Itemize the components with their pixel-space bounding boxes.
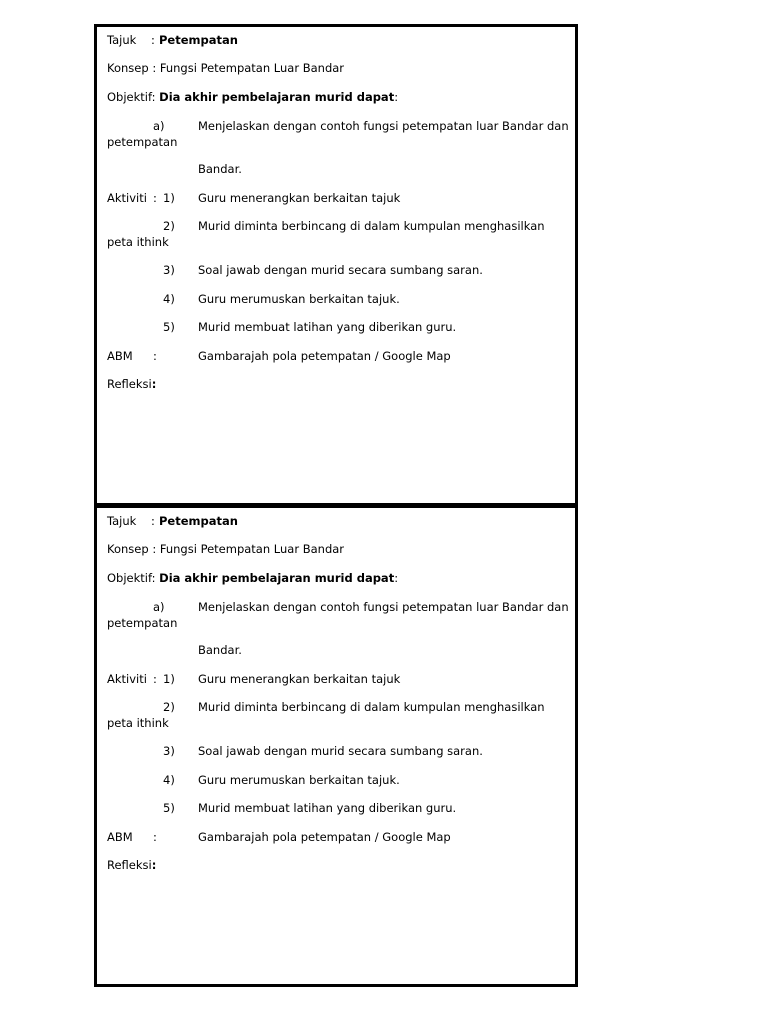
abm-label: ABM: [107, 349, 133, 363]
activity-3-marker: 3): [163, 263, 175, 277]
activity-1-text: Guru menerangkan berkaitan tajuk: [198, 672, 401, 686]
activity-1-text: Guru menerangkan berkaitan tajuk: [198, 191, 401, 205]
item-a-wrap: petempatan: [107, 135, 178, 149]
konsep-separator: :: [152, 542, 157, 556]
aktiviti-row-2: [107, 219, 567, 251]
activity-5-text: Murid membuat latihan yang diberikan guru.: [198, 801, 457, 815]
refleksi-label: Refleksi: [107, 377, 152, 391]
activity-3-marker: 3): [163, 744, 175, 758]
konsep-row: [107, 542, 344, 557]
abm-row: [107, 830, 567, 845]
item-a-marker: a): [153, 600, 165, 614]
activity-4-text: Guru merumuskan berkaitan tajuk.: [198, 773, 400, 787]
tajuk-separator: :: [151, 33, 155, 47]
activity-2-wrap: peta ithink: [107, 235, 169, 249]
tajuk-label: Tajuk: [107, 33, 137, 47]
activity-3-text: Soal jawab dengan murid secara sumbang saran.: [198, 263, 483, 277]
lesson-plan-box-1: [94, 24, 578, 506]
item-a-continuation: Bandar.: [198, 162, 242, 176]
tajuk-row: [107, 514, 238, 529]
item-a-text: Menjelaskan dengan contoh fungsi petempatan luar Bandar dan: [198, 119, 569, 133]
refleksi-row: [107, 858, 156, 873]
aktiviti-separator: :: [153, 191, 157, 205]
objektif-label: Objektif:: [107, 90, 156, 104]
activity-3-text: Soal jawab dengan murid secara sumbang saran.: [198, 744, 483, 758]
activity-5-text: Murid membuat latihan yang diberikan guru.: [198, 320, 457, 334]
konsep-value: Fungsi Petempatan Luar Bandar: [159, 542, 345, 556]
abm-separator: :: [153, 349, 157, 363]
konsep-separator: :: [152, 61, 157, 75]
activity-1-marker: 1): [163, 191, 175, 205]
aktiviti-separator: :: [153, 672, 157, 686]
objektif-row: [107, 90, 398, 105]
abm-separator: :: [153, 830, 157, 844]
tajuk-separator: :: [151, 514, 155, 528]
aktiviti-label: Aktiviti: [107, 191, 147, 205]
refleksi-colon: :: [151, 377, 157, 391]
activity-4-marker: 4): [163, 773, 175, 787]
objektif-row: [107, 571, 398, 586]
abm-value: Gambarajah pola petempatan / Google Map: [198, 830, 451, 844]
objektif-label: Objektif:: [107, 571, 156, 585]
abm-value: Gambarajah pola petempatan / Google Map: [198, 349, 451, 363]
aktiviti-label: Aktiviti: [107, 672, 147, 686]
refleksi-colon: :: [151, 858, 157, 872]
lesson-plan-box-2: [94, 505, 578, 987]
tajuk-row: [107, 33, 238, 48]
objektif-value: Dia akhir pembelajaran murid dapat: [159, 90, 395, 104]
activity-2-wrap: peta ithink: [107, 716, 169, 730]
item-a-wrap: petempatan: [107, 616, 178, 630]
objective-item-a: [107, 119, 567, 151]
aktiviti-row-1: [107, 672, 567, 687]
objektif-value: Dia akhir pembelajaran murid dapat: [159, 571, 395, 585]
activity-2-text: Murid diminta berbincang di dalam kumpulan menghasilkan: [198, 700, 545, 714]
activity-4-text: Guru merumuskan berkaitan tajuk.: [198, 292, 400, 306]
activity-1-marker: 1): [163, 672, 175, 686]
konsep-label: Konsep: [107, 61, 149, 75]
tajuk-label: Tajuk: [107, 514, 137, 528]
activity-2-text: Murid diminta berbincang di dalam kumpulan menghasilkan: [198, 219, 545, 233]
abm-row: [107, 349, 567, 364]
refleksi-row: [107, 377, 156, 392]
activity-2-marker: 2): [163, 219, 175, 233]
konsep-value: Fungsi Petempatan Luar Bandar: [159, 61, 345, 75]
tajuk-value: Petempatan: [159, 514, 238, 528]
activity-2-marker: 2): [163, 700, 175, 714]
item-a-marker: a): [153, 119, 165, 133]
item-a-text: Menjelaskan dengan contoh fungsi petempatan luar Bandar dan: [198, 600, 569, 614]
objektif-colon: :: [394, 90, 399, 104]
aktiviti-row-2: [107, 700, 567, 732]
objektif-colon: :: [394, 571, 399, 585]
objective-item-a: [107, 600, 567, 632]
activity-5-marker: 5): [163, 320, 175, 334]
refleksi-label: Refleksi: [107, 858, 152, 872]
abm-label: ABM: [107, 830, 133, 844]
aktiviti-row-1: [107, 191, 567, 206]
konsep-label: Konsep: [107, 542, 149, 556]
activity-5-marker: 5): [163, 801, 175, 815]
activity-4-marker: 4): [163, 292, 175, 306]
item-a-continuation: Bandar.: [198, 643, 242, 657]
konsep-row: [107, 61, 344, 76]
tajuk-value: Petempatan: [159, 33, 238, 47]
